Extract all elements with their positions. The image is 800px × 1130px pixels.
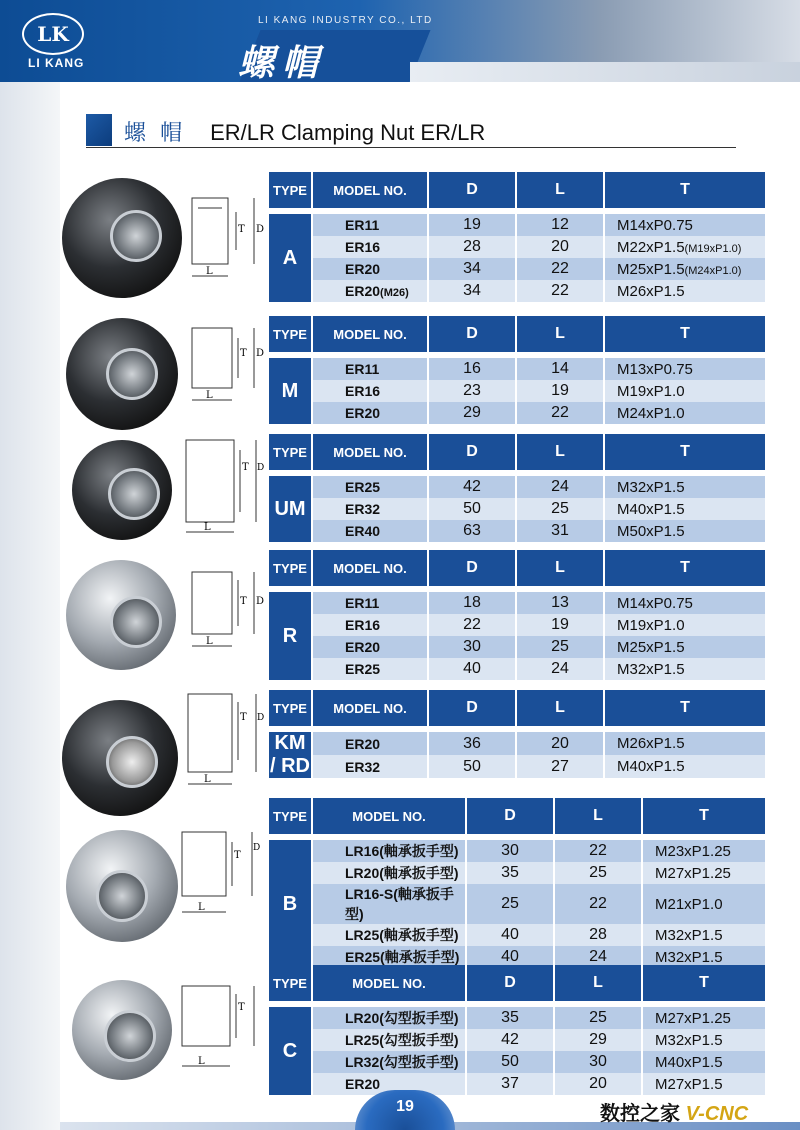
drawing-label-l: L (206, 266, 213, 277)
drawing-label-d: D (256, 224, 265, 235)
drawing-type-r (188, 566, 266, 666)
spec-table (267, 316, 767, 424)
d-cell: 16 (429, 358, 515, 380)
thread-value: M19xP1.0 (617, 382, 685, 400)
table-row (269, 380, 765, 402)
model-note: (勾型扳手型) (379, 1054, 459, 1070)
l-cell: 27 (517, 755, 603, 778)
l-cell: 24 (517, 658, 603, 680)
model-cell (313, 476, 427, 498)
l-cell: 25 (555, 1007, 641, 1029)
drawing-label-t: T (240, 712, 247, 723)
drawing-type-um (182, 436, 265, 536)
drawing-type-a (188, 190, 266, 290)
d-cell: 23 (429, 380, 515, 402)
l-cell: 22 (517, 258, 603, 280)
table-row (269, 520, 765, 542)
d-cell: 42 (429, 476, 515, 498)
watermark-cn: 数控之家 (600, 1103, 680, 1125)
model-cell (313, 520, 427, 542)
t-cell (643, 1073, 765, 1095)
column-header: T (605, 172, 765, 214)
model-cell (313, 924, 465, 946)
table-row (269, 636, 765, 658)
drawing-type-b (178, 824, 261, 924)
table-row (269, 732, 765, 755)
t-cell (605, 636, 765, 658)
t-cell (643, 1007, 765, 1029)
model-no: LR16-S (345, 886, 394, 902)
section-underline (86, 147, 736, 148)
company-name: LI KANG INDUSTRY CO., LTD (258, 15, 433, 26)
thread-value: M40xP1.5 (617, 500, 685, 518)
table-row (269, 214, 765, 236)
table-row (269, 592, 765, 614)
page-number-tab (355, 1090, 455, 1130)
thread-value: M27xP1.25 (655, 864, 731, 882)
column-header: L (517, 550, 603, 592)
l-cell: 20 (517, 732, 603, 755)
t-cell (605, 380, 765, 402)
thread-value: M32xP1.5 (655, 948, 723, 966)
d-cell: 50 (467, 1051, 553, 1073)
model-cell (313, 258, 427, 280)
d-cell: 34 (429, 258, 515, 280)
model-note: (M26) (380, 287, 409, 299)
thread-value: M26xP1.5 (617, 735, 685, 752)
model-no: ER16 (345, 617, 381, 633)
spec-table (267, 434, 767, 542)
model-cell (313, 380, 427, 402)
table-row (269, 280, 765, 302)
d-cell: 28 (429, 236, 515, 258)
column-header: MODEL NO. (313, 434, 427, 476)
drawing-type-m (188, 320, 266, 420)
drawing-label-l: L (198, 902, 205, 913)
thread-value: M40xP1.5 (617, 758, 685, 775)
column-header: T (605, 316, 765, 358)
column-header: T (605, 690, 765, 732)
column-header: L (517, 316, 603, 358)
model-no: ER20 (345, 405, 381, 421)
column-header: L (555, 798, 641, 840)
model-no: ER20 (345, 261, 381, 277)
d-cell: 19 (429, 214, 515, 236)
thread-value: M14xP0.75 (617, 594, 693, 612)
drawing-label-l: L (198, 1056, 205, 1067)
model-cell (313, 402, 427, 424)
section-title (124, 116, 485, 147)
thread-value: M32xP1.5 (655, 1031, 723, 1049)
nut-image-type-r (66, 560, 176, 670)
model-cell (313, 214, 427, 236)
d-cell: 35 (467, 862, 553, 884)
thread-value: M22xP1.5 (617, 238, 685, 256)
l-cell: 22 (555, 840, 641, 862)
column-header: L (517, 434, 603, 476)
thread-value: M25xP1.5 (617, 260, 685, 278)
t-cell (605, 592, 765, 614)
l-cell: 29 (555, 1029, 641, 1051)
column-header: TYPE (269, 965, 311, 1007)
company-logo (22, 13, 84, 55)
type-cell: M (269, 358, 311, 424)
table-row (269, 614, 765, 636)
drawing-label-t: T (240, 596, 247, 607)
spec-table (267, 550, 767, 680)
l-cell: 25 (517, 636, 603, 658)
model-cell (313, 614, 427, 636)
thread-note: (M19xP1.0) (684, 242, 742, 255)
t-cell (605, 520, 765, 542)
section-marker (86, 114, 112, 146)
t-cell (643, 1051, 765, 1073)
table-row (269, 1029, 765, 1051)
model-no: LR25 (345, 927, 380, 943)
model-cell (313, 1029, 465, 1051)
model-no: LR25 (345, 1032, 380, 1048)
table-row (269, 358, 765, 380)
column-header: TYPE (269, 434, 311, 476)
column-header: MODEL NO. (313, 550, 427, 592)
model-no: ER20 (345, 1076, 381, 1092)
model-cell (313, 755, 427, 778)
type-cell: C (269, 1007, 311, 1095)
thread-value: M32xP1.5 (617, 478, 685, 496)
column-header: L (517, 172, 603, 214)
t-cell (605, 358, 765, 380)
column-header: MODEL NO. (313, 316, 427, 358)
column-header: D (429, 172, 515, 214)
brand-name: LI KANG (28, 56, 85, 70)
l-cell: 31 (517, 520, 603, 542)
l-cell: 19 (517, 380, 603, 402)
d-cell: 63 (429, 520, 515, 542)
column-header: L (517, 690, 603, 732)
t-cell (605, 732, 765, 755)
model-cell (313, 884, 465, 924)
header-bar (410, 62, 800, 82)
d-cell: 22 (429, 614, 515, 636)
type-cell: UM (269, 476, 311, 542)
l-cell: 25 (517, 498, 603, 520)
model-no: ER32 (345, 758, 381, 775)
d-cell: 42 (467, 1029, 553, 1051)
model-cell (313, 636, 427, 658)
table-row (269, 658, 765, 680)
drawing-label-d: D (257, 463, 265, 473)
table-row (269, 402, 765, 424)
column-header: D (429, 550, 515, 592)
model-cell (313, 498, 427, 520)
spec-table (267, 172, 767, 302)
model-no: ER11 (345, 595, 380, 611)
t-cell (605, 476, 765, 498)
thread-note: (M24xP1.0) (684, 264, 742, 277)
page-header (0, 0, 800, 82)
thread-value: M32xP1.5 (617, 660, 685, 678)
table-row (269, 476, 765, 498)
column-header: D (429, 690, 515, 732)
t-cell (605, 614, 765, 636)
nut-image-type-c (72, 980, 172, 1080)
thread-value: M25xP1.5 (617, 638, 685, 656)
column-header: T (643, 798, 765, 840)
header-title: 螺帽 (238, 43, 327, 84)
drawing-label-t: T (240, 348, 247, 359)
column-header: D (429, 316, 515, 358)
model-cell (313, 658, 427, 680)
nut-image-type-km-rd (62, 700, 178, 816)
spec-table (267, 965, 767, 1095)
type-cell: A (269, 214, 311, 302)
l-cell: 28 (555, 924, 641, 946)
table-row (269, 236, 765, 258)
drawing-label-t: T (242, 462, 249, 473)
model-cell (313, 280, 427, 302)
column-header: T (605, 434, 765, 476)
thread-value: M40xP1.5 (655, 1053, 723, 1071)
thread-value: M21xP1.0 (655, 895, 723, 913)
model-no: ER25 (345, 661, 381, 677)
table-row (269, 498, 765, 520)
drawing-label-d: D (256, 348, 265, 359)
model-no: ER16 (345, 239, 381, 255)
d-cell: 36 (429, 732, 515, 755)
t-cell (643, 840, 765, 862)
l-cell: 25 (555, 862, 641, 884)
model-note: (勾型扳手型) (379, 1032, 459, 1048)
l-cell: 22 (517, 402, 603, 424)
t-cell (643, 1029, 765, 1051)
drawing-type-c (178, 980, 256, 1080)
table-row (269, 755, 765, 778)
thread-value: M24xP1.0 (617, 404, 685, 422)
t-cell (605, 498, 765, 520)
table-row (269, 924, 765, 946)
model-note: (勾型扳手型) (379, 1010, 459, 1026)
d-cell: 40 (467, 924, 553, 946)
model-no: ER25 (345, 949, 381, 965)
t-cell (605, 402, 765, 424)
table-row (269, 840, 765, 862)
column-header: D (467, 798, 553, 840)
l-cell: 19 (517, 614, 603, 636)
table-row (269, 884, 765, 924)
l-cell: 24 (517, 476, 603, 498)
drawing-label-l: L (206, 390, 213, 401)
l-cell: 22 (555, 884, 641, 924)
table-row (269, 1073, 765, 1095)
thread-value: M32xP1.5 (655, 926, 723, 944)
table-row (269, 862, 765, 884)
model-no: ER40 (345, 523, 381, 539)
watermark (600, 1097, 748, 1126)
t-cell (605, 280, 765, 302)
column-header: TYPE (269, 690, 311, 732)
drawing-label-l: L (206, 636, 213, 647)
l-cell: 22 (517, 280, 603, 302)
section-title-cn: 螺 帽 (124, 120, 187, 145)
drawing-label-d: D (256, 596, 265, 607)
drawing-label-l: L (204, 522, 211, 533)
type-cell: KM / RD (270, 732, 310, 777)
model-no: ER20 (345, 735, 381, 752)
l-cell: 20 (555, 1073, 641, 1095)
watermark-en: V-CNC (685, 1103, 749, 1125)
column-header: T (643, 965, 765, 1007)
t-cell (605, 258, 765, 280)
d-cell: 50 (429, 498, 515, 520)
d-cell: 18 (429, 592, 515, 614)
t-cell (605, 236, 765, 258)
model-no: LR20 (345, 865, 380, 881)
model-cell (313, 840, 465, 862)
nut-image-type-m (66, 318, 178, 430)
spec-table (267, 798, 767, 968)
model-cell (313, 732, 427, 755)
drawing-label-l: L (204, 774, 211, 785)
d-cell: 50 (429, 755, 515, 778)
drawing-type-km-rd (184, 690, 265, 790)
model-no: LR16 (345, 843, 380, 859)
thread-value: M26xP1.5 (617, 282, 685, 300)
d-cell: 29 (429, 402, 515, 424)
l-cell: 20 (517, 236, 603, 258)
thread-value: M14xP0.75 (617, 216, 693, 234)
model-note: (軸承扳手型) (379, 927, 459, 943)
drawing-label-t: T (238, 1002, 245, 1013)
model-cell (313, 1051, 465, 1073)
thread-value: M27xP1.25 (655, 1009, 731, 1027)
drawing-label-t: T (234, 850, 241, 861)
table-row (269, 1051, 765, 1073)
nut-image-type-a (62, 178, 182, 298)
d-cell: 30 (429, 636, 515, 658)
model-no: ER11 (345, 361, 380, 377)
table-row (269, 258, 765, 280)
model-note: (軸承扳手型) (379, 843, 459, 859)
model-note: (軸承扳手型) (345, 886, 454, 922)
nut-image-type-b (66, 830, 178, 942)
page-number: 19 (396, 1098, 414, 1115)
d-cell: 35 (467, 1007, 553, 1029)
thread-value: M50xP1.5 (617, 522, 685, 540)
model-no: ER11 (345, 217, 380, 233)
column-header: T (605, 550, 765, 592)
drawing-label-d: D (257, 713, 265, 723)
model-note: (軸承扳手型) (380, 949, 460, 965)
model-no: LR20 (345, 1010, 380, 1026)
d-cell: 25 (467, 884, 553, 924)
column-header: TYPE (269, 316, 311, 358)
type-cell: R (269, 592, 311, 680)
column-header: MODEL NO. (313, 690, 427, 732)
d-cell: 40 (467, 946, 553, 968)
model-cell (313, 592, 427, 614)
column-header: TYPE (269, 550, 311, 592)
nut-image-type-um (72, 440, 172, 540)
thread-value: M13xP0.75 (617, 360, 693, 378)
column-header: D (467, 965, 553, 1007)
model-no: ER25 (345, 479, 381, 495)
l-cell: 24 (555, 946, 641, 968)
section-title-en: ER/LR Clamping Nut ER/LR (210, 120, 486, 145)
column-header: MODEL NO. (313, 965, 465, 1007)
model-cell (313, 862, 465, 884)
t-cell (605, 658, 765, 680)
column-header: TYPE (269, 172, 311, 214)
l-cell: 14 (517, 358, 603, 380)
type-cell: B (269, 840, 311, 968)
model-no: LR32 (345, 1054, 380, 1070)
t-cell (643, 924, 765, 946)
model-cell (313, 1007, 465, 1029)
thread-value: M19xP1.0 (617, 616, 685, 634)
d-cell: 37 (467, 1073, 553, 1095)
t-cell (643, 862, 765, 884)
column-header: MODEL NO. (313, 798, 465, 840)
l-cell: 30 (555, 1051, 641, 1073)
t-cell (605, 214, 765, 236)
column-header: D (429, 434, 515, 476)
model-no: ER20 (345, 283, 381, 299)
side-strip (0, 82, 60, 1130)
column-header: TYPE (269, 798, 311, 840)
model-cell (313, 236, 427, 258)
model-no: ER32 (345, 501, 381, 517)
d-cell: 30 (467, 840, 553, 862)
section-heading (86, 110, 736, 148)
table-row (269, 1007, 765, 1029)
model-no: ER16 (345, 383, 381, 399)
thread-value: M23xP1.25 (655, 842, 731, 860)
model-no: ER20 (345, 639, 381, 655)
model-cell (313, 358, 427, 380)
model-note: (軸承扳手型) (379, 865, 459, 881)
l-cell: 12 (517, 214, 603, 236)
thread-value: M27xP1.5 (655, 1075, 723, 1093)
spec-table (267, 690, 767, 778)
t-cell (605, 755, 765, 778)
logo-mark: LK (37, 22, 69, 46)
t-cell (643, 884, 765, 924)
column-header: L (555, 965, 641, 1007)
l-cell: 13 (517, 592, 603, 614)
d-cell: 34 (429, 280, 515, 302)
column-header: MODEL NO. (313, 172, 427, 214)
drawing-label-t: T (238, 224, 245, 235)
d-cell: 40 (429, 658, 515, 680)
drawing-label-d: D (253, 843, 261, 853)
